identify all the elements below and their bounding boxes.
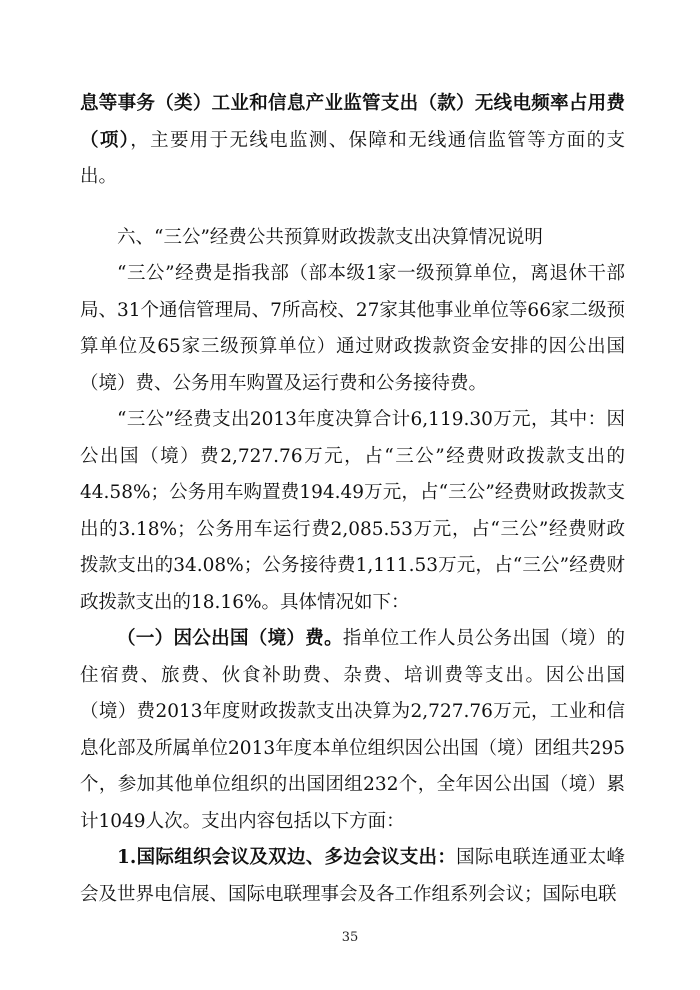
paragraph-text: ，主要用于无线电监测、保障和无线通信监管等方面的支出。 — [80, 129, 625, 187]
paragraph-summary: “三公”经费支出2013年度决算合计6,119.30万元，其中：因公出国（境）费2,727.76万元，占“三公”经费财政拨款支出的44.58%；公务用车购置费194.49万元，占“三公”经费财政拨款支出的3.18%；公务用车运行费2,085.53万元，占“三公”经费财政拨款支出的34.08%；公务接待费1,111.53万元，占“三公”经费财政拨款支出的18.16%。具体情况如下： — [80, 409, 625, 613]
paragraph-text: 国际电联连通亚太峰会及世界电信展、国际电联理事会及各工作组系列会议；国际电联 — [80, 847, 625, 905]
paragraph-text: 指单位工作人员公务出国（境）的住宿费、旅费、伙食补助费、杂费、培训费等支出。因公出国（境）费2013年度财政拨款支出决算为2,727.76万元，工业和信息化部及所属单位2013年度本单位组织因公出国（境）团组共295个，参加其他单位组织的出国团组232个，全年因公出国（境）累计1049人次。支出内容包括以下方面： — [80, 628, 625, 832]
page-number: 35 — [341, 930, 359, 945]
section-heading: 六、“三公”经费公共预算财政拨款支出决算情况说明 — [117, 226, 543, 248]
paragraph-continued — [80, 86, 625, 196]
paragraph-overseas-travel — [80, 621, 625, 840]
paragraph-item-1 — [80, 840, 625, 913]
subsection-heading: （一）因公出国（境）费。 — [117, 628, 343, 649]
paragraph-definition: “三公”经费是指我部（部本级1家一级预算单位，离退休干部局、31个通信管理局、7所高校、27家其他事业单位等66家二级预算单位及65家三级预算单位）通过财政拨款资金安排的因公出国（境）费、公务用车购置及运行费和公务接待费。 — [80, 263, 625, 394]
paragraph-bold-lead: 息等事务（类）工业和信息产业监管支出（款）无线电频率占用费（项） — [80, 93, 625, 151]
section-gap — [80, 196, 625, 220]
page-content — [80, 86, 625, 913]
item-heading: 1.国际组织会议及双边、多边会议支出： — [117, 847, 457, 868]
